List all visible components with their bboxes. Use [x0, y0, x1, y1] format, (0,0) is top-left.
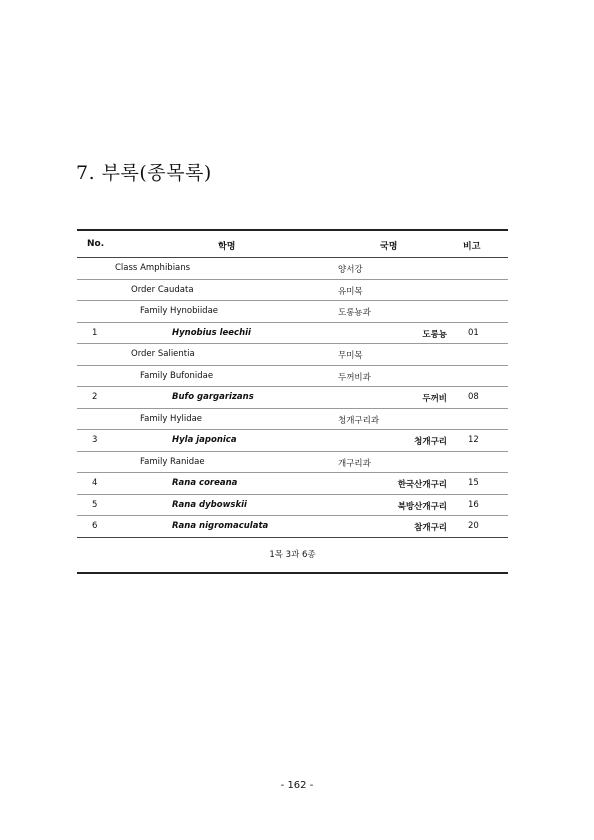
table-row [77, 409, 508, 431]
header-scientific-name: 학명 [218, 242, 236, 252]
header-note: 비고 [463, 242, 481, 252]
cell-scientific-name: Rana coreana [172, 478, 238, 488]
table-row [77, 430, 508, 452]
cell-scientific-name: Bufo gargarizans [172, 392, 254, 402]
cell-korean-name: 무미목 [338, 351, 363, 361]
header-korean-name: 국명 [380, 242, 398, 252]
cell-note: 15 [468, 478, 479, 488]
cell-korean-name: 한국산개구리 [397, 480, 447, 490]
table-row [77, 258, 508, 280]
table-row [77, 495, 508, 517]
table-row [77, 452, 508, 474]
cell-note: 12 [468, 435, 479, 445]
cell-no: 2 [92, 392, 98, 402]
cell-scientific-name: Hyla japonica [172, 435, 237, 445]
cell-korean-name: 청개구리 [414, 437, 447, 447]
cell-scientific-name: Class Amphibians [115, 263, 191, 273]
section-title: 7. 부록(종목록) [76, 162, 212, 184]
table-row [77, 323, 508, 345]
table-row [77, 280, 508, 302]
cell-korean-name: 참개구리 [414, 523, 447, 533]
summary-text: 1목 3과 6종 [269, 549, 316, 560]
cell-scientific-name: Rana dybowskii [172, 499, 247, 510]
page-number: - 162 - [280, 780, 314, 791]
cell-korean-name: 도롱뇽과 [338, 308, 371, 318]
table-row [77, 301, 508, 323]
cell-no: 6 [92, 521, 98, 531]
table-row [77, 344, 508, 366]
cell-korean-name: 두꺼비과 [338, 372, 371, 383]
cell-scientific-name: Order Caudata [131, 284, 194, 295]
table-row [77, 473, 508, 495]
species-list-table [77, 229, 508, 574]
cell-no: 3 [92, 435, 98, 445]
cell-scientific-name: Family Ranidae [140, 456, 205, 467]
cell-korean-name: 청개구리과 [338, 415, 380, 426]
cell-scientific-name: Hynobius leechii [172, 327, 251, 338]
cell-no: 4 [92, 478, 98, 488]
cell-korean-name: 도롱뇽 [422, 329, 447, 340]
cell-korean-name: 북방산개구리 [397, 501, 447, 512]
cell-scientific-name: Family Bufonidae [140, 370, 214, 381]
table-row [77, 516, 508, 537]
cell-scientific-name: Family Hylidae [140, 413, 203, 424]
cell-scientific-name: Family Hynobiidae [140, 306, 219, 316]
cell-no: 5 [92, 499, 98, 510]
cell-korean-name: 유미목 [338, 286, 363, 297]
cell-korean-name: 두꺼비 [422, 394, 447, 404]
cell-korean-name: 개구리과 [338, 458, 371, 469]
cell-note: 20 [468, 521, 479, 531]
cell-note: 16 [468, 499, 479, 510]
table-body [77, 258, 508, 537]
cell-note: 01 [468, 327, 479, 338]
table-row [77, 387, 508, 409]
table-row [77, 366, 508, 388]
header-no: No. [87, 239, 105, 249]
cell-korean-name: 양서강 [338, 265, 363, 275]
cell-no: 1 [92, 327, 98, 338]
cell-note: 08 [468, 392, 479, 402]
table-summary [77, 537, 508, 572]
cell-scientific-name: Rana nigromaculata [172, 521, 269, 531]
cell-scientific-name: Order Salientia [131, 349, 195, 359]
table-header [77, 231, 508, 258]
